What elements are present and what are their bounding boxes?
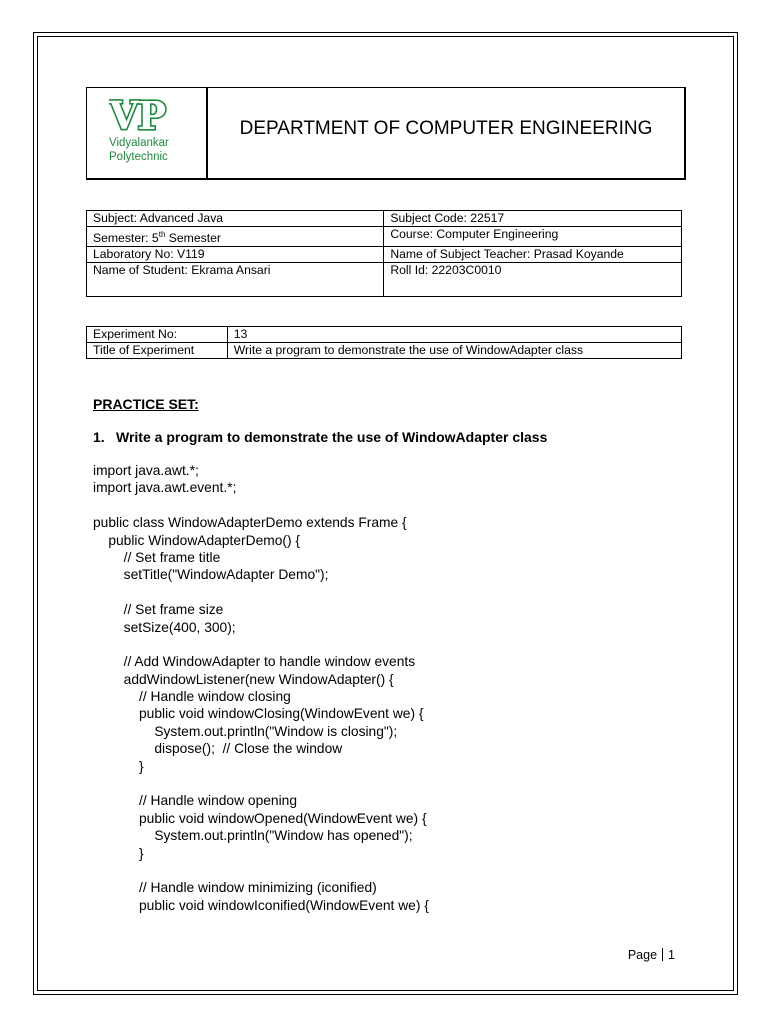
question-text: Write a program to demonstrate the use of WindowAdapter class (116, 429, 548, 445)
code-line: // Handle window minimizing (iconified) (93, 880, 377, 896)
page-number: 1 (668, 948, 675, 962)
semester-cell (87, 227, 384, 247)
code-line: // Set frame title (93, 549, 221, 565)
department-title: DEPARTMENT OF COMPUTER ENGINEERING (239, 118, 653, 139)
code-line: public class WindowAdapterDemo extends Frame { (93, 515, 407, 531)
code-line (93, 775, 429, 792)
code-line: // Handle window closing (93, 689, 291, 705)
code-line (93, 636, 429, 653)
page-footer (628, 948, 675, 962)
subject-cell: Subject: Advanced Java (87, 211, 384, 227)
code-line: setTitle("WindowAdapter Demo"); (93, 567, 329, 583)
document-header (86, 87, 686, 180)
question-number: 1. (93, 429, 105, 445)
table-row (87, 211, 682, 227)
experiment-no-label: Experiment No: (87, 327, 228, 343)
code-line: import java.awt.*; (93, 463, 199, 478)
table-row (87, 327, 682, 343)
experiment-title-value: Write a program to demonstrate the use of WindowAdapter class (227, 343, 681, 359)
code-line (93, 497, 429, 514)
code-line (93, 584, 429, 601)
subject-info-table (86, 210, 682, 297)
code-line: // Set frame size (93, 602, 224, 618)
code-listing (93, 462, 429, 914)
code-line: public WindowAdapterDemo() { (93, 532, 301, 548)
practice-set-heading: PRACTICE SET: (93, 396, 199, 412)
code-line: System.out.println("Window has opened"); (93, 828, 413, 844)
subject-code-cell: Subject Code: 22517 (384, 211, 682, 227)
table-row (87, 263, 682, 297)
logo-cell (87, 88, 208, 179)
semester-prefix: Semester: 5 (93, 231, 159, 246)
experiment-title-label: Title of Experiment (87, 343, 228, 359)
course-cell: Course: Computer Engineering (384, 227, 682, 247)
semester-suffix: Semester (165, 231, 221, 246)
experiment-table (86, 326, 682, 359)
semester-superscript: th (158, 230, 166, 239)
code-line: System.out.println("Window is closing"); (93, 723, 398, 739)
student-cell: Name of Student: Ekrama Ansari (87, 263, 384, 297)
roll-cell: Roll Id: 22203C0010 (384, 263, 682, 297)
page-label: Page (627, 948, 658, 962)
code-line: public void windowIconified(WindowEvent we) { (93, 897, 429, 913)
question-heading (93, 429, 547, 445)
code-line: } (93, 845, 144, 861)
code-line: // Handle window opening (93, 793, 298, 809)
logo-text-line1: Vidyalankar (109, 137, 169, 149)
table-row (87, 227, 682, 247)
code-line (93, 862, 429, 879)
code-line: addWindowListener(new WindowAdapter() { (93, 671, 394, 687)
code-line: // Add WindowAdapter to handle window events (93, 654, 416, 670)
vp-logo-icon (109, 98, 181, 132)
code-line: public void windowClosing(WindowEvent we) { (93, 706, 424, 722)
logo-text-line2: Polytechnic (109, 151, 168, 163)
table-row (87, 343, 682, 359)
teacher-cell: Name of Subject Teacher: Prasad Koyande (384, 247, 682, 263)
experiment-no-value: 13 (227, 327, 681, 343)
code-line: import java.awt.event.*; (93, 480, 237, 496)
code-line: dispose(); // Close the window (93, 741, 343, 757)
code-line: public void windowOpened(WindowEvent we) { (93, 810, 427, 826)
code-line: setSize(400, 300); (93, 619, 236, 635)
table-row (87, 247, 682, 263)
code-line: } (93, 758, 144, 774)
lab-cell: Laboratory No: V119 (87, 247, 384, 263)
footer-separator (662, 948, 663, 961)
logo-mark-text: VP (109, 98, 166, 132)
